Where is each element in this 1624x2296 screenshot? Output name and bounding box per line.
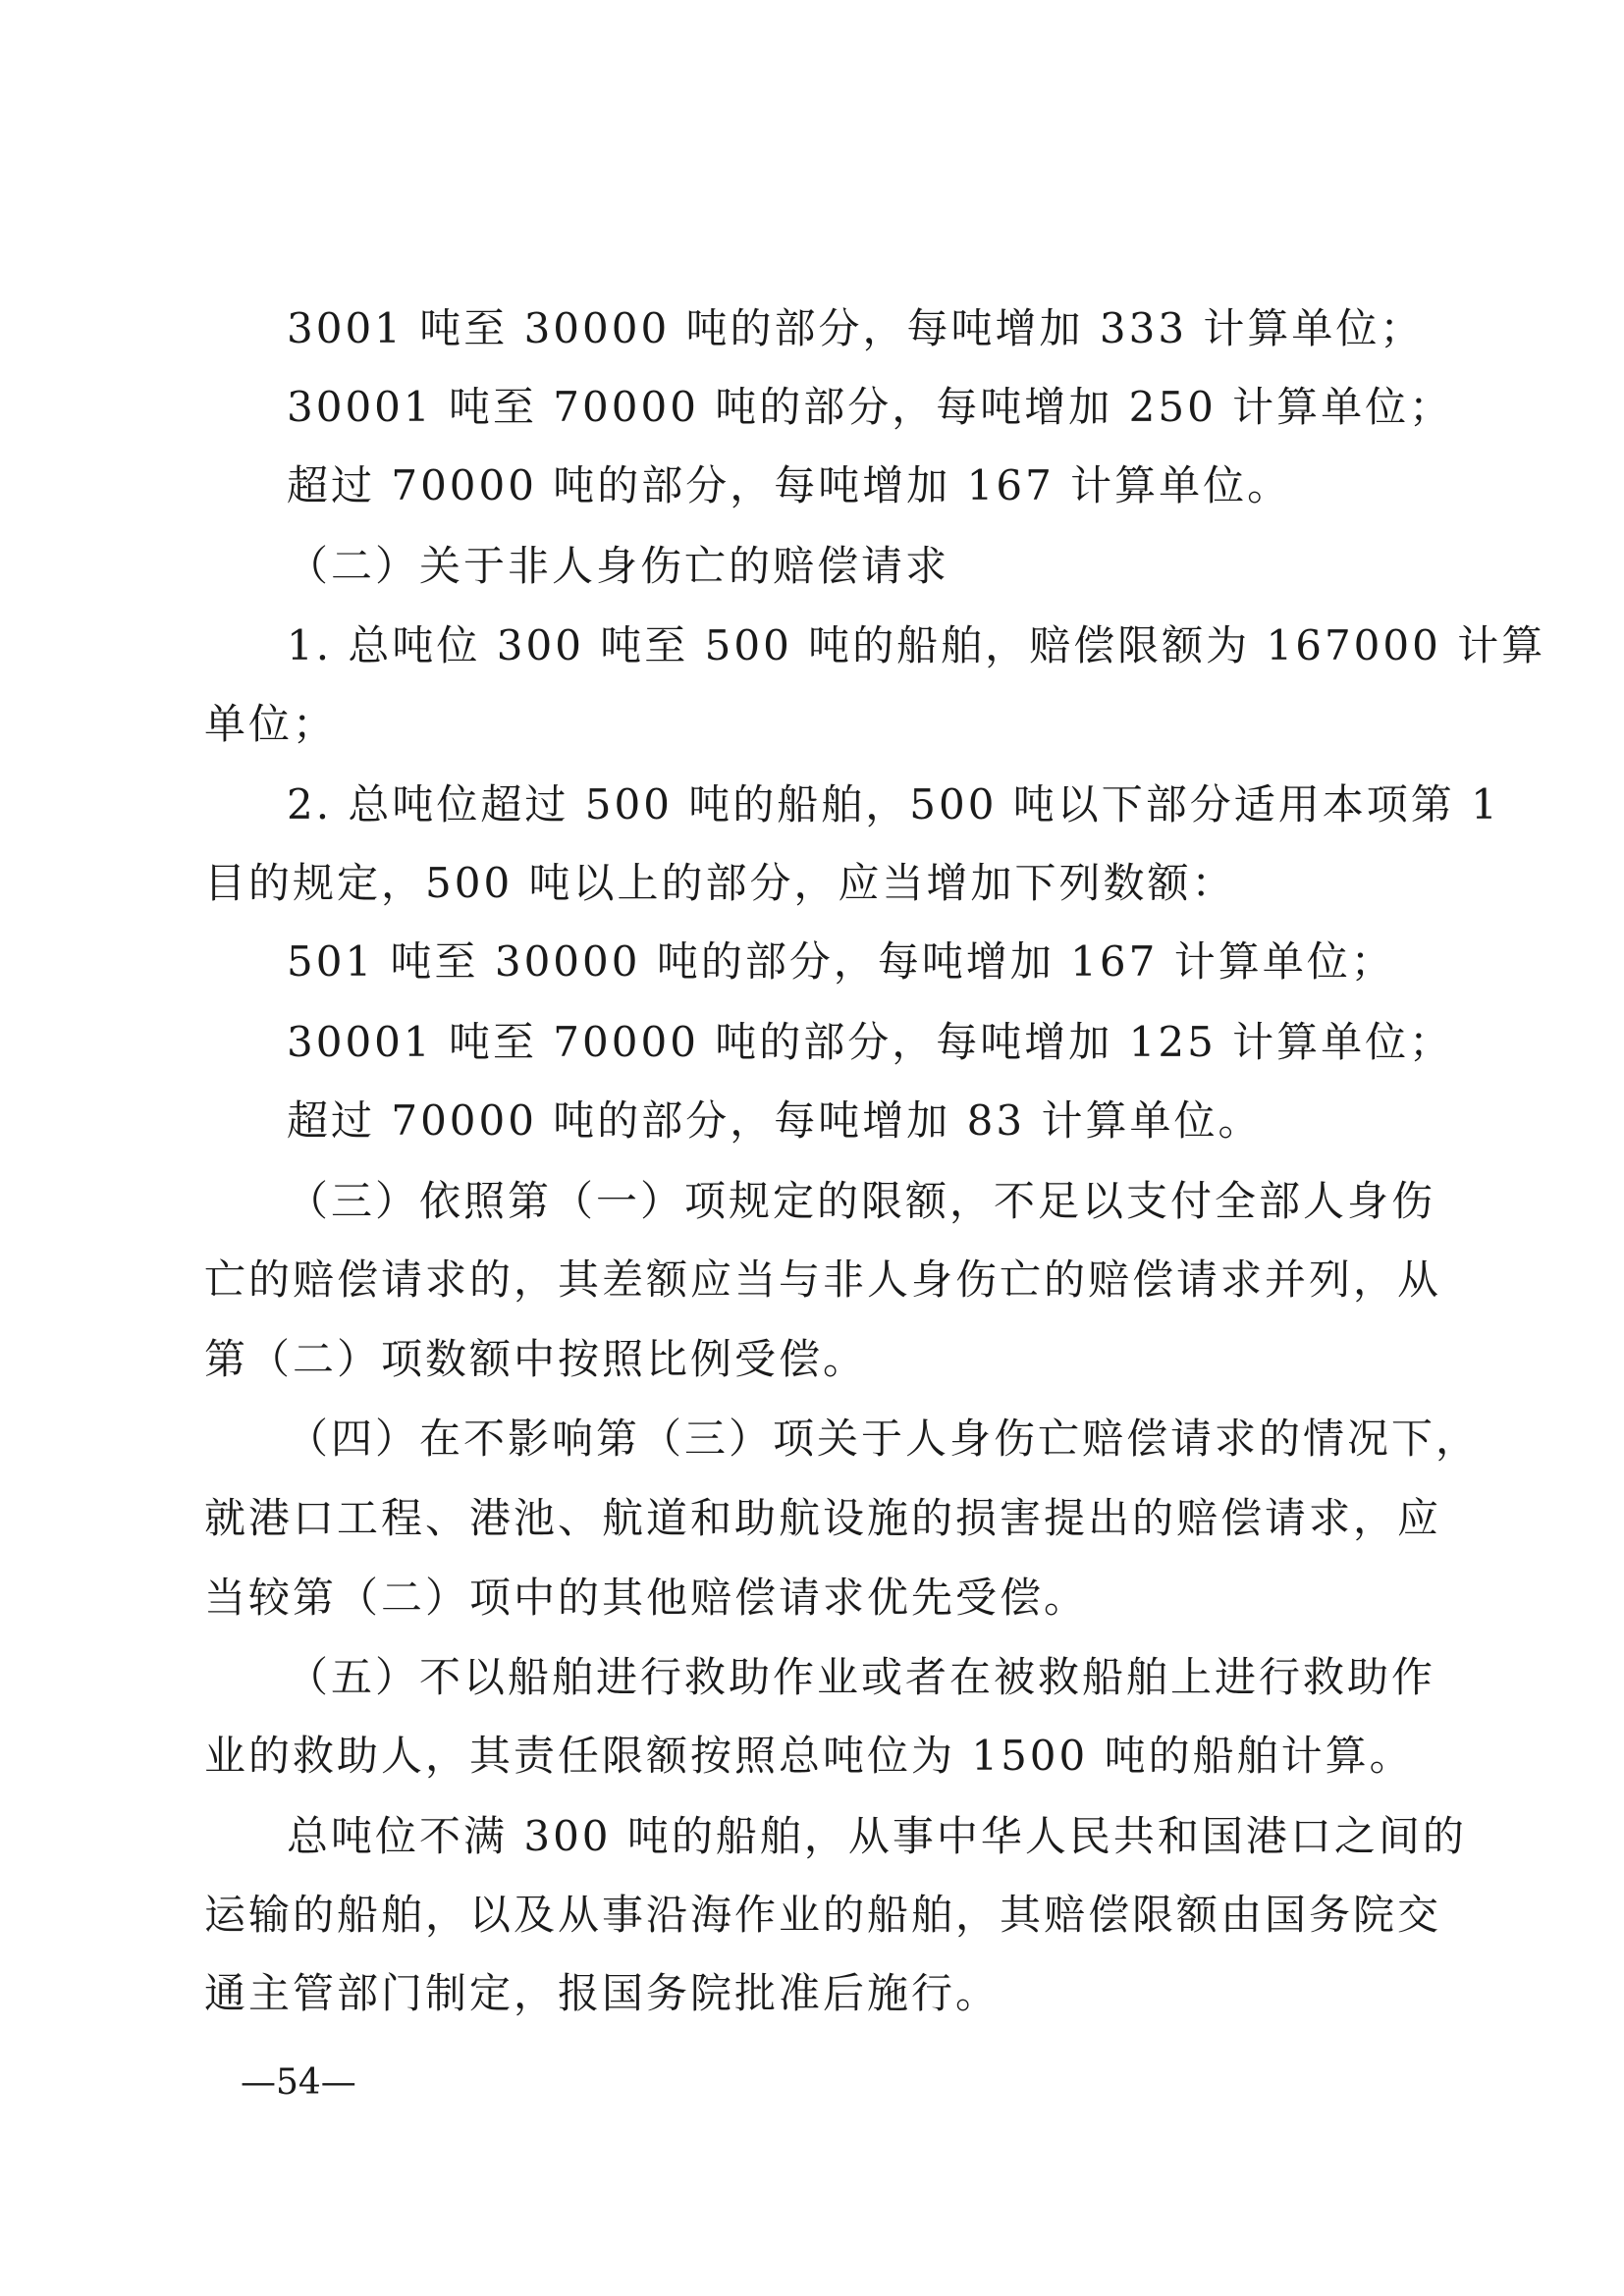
text-line-13: 亡的赔偿请求的，其差额应当与非人身伤亡的赔偿请求并列，从 xyxy=(204,1255,1442,1304)
text-line-10: 30001 吨至 70000 吨的部分，每吨增加 125 计算单位； xyxy=(287,1018,1454,1066)
text-line-3: 超过 70000 吨的部分，每吨增加 167 计算单位。 xyxy=(287,461,1292,509)
text-line-6: 单位； xyxy=(204,700,338,748)
text-line-15: （四）在不影响第（三）项关于人身伤亡赔偿请求的情况下， xyxy=(287,1415,1481,1463)
text-line-20: 总吨位不满 300 吨的船舶，从事中华人民共和国港口之间的 xyxy=(287,1812,1467,1860)
text-line-5: 1. 总吨位 300 吨至 500 吨的船舶，赔偿限额为 167000 计算 xyxy=(287,621,1546,669)
text-line-14: 第（二）项数额中按照比例受偿。 xyxy=(204,1335,868,1383)
text-line-8: 目的规定，500 吨以上的部分，应当增加下列数额： xyxy=(204,859,1236,907)
page-number: —54— xyxy=(241,2062,356,2103)
text-line-12: （三）依照第（一）项规定的限额，不足以支付全部人身伤 xyxy=(287,1177,1436,1225)
text-line-19: 业的救助人，其责任限额按照总吨位为 1500 吨的船舶计算。 xyxy=(204,1732,1414,1780)
text-line-17: 当较第（二）项中的其他赔偿请求优先受偿。 xyxy=(204,1574,1089,1622)
text-line-7: 2. 总吨位超过 500 吨的船舶，500 吨以下部分适用本项第 1 xyxy=(287,780,1500,828)
text-line-22: 通主管部门制定，报国务院批准后施行。 xyxy=(204,1969,1001,2017)
text-line-21: 运输的船舶，以及从事沿海作业的船舶，其赔偿限额由国务院交 xyxy=(204,1891,1442,1939)
section-heading-2: （二）关于非人身伤亡的赔偿请求 xyxy=(287,542,950,590)
text-line-16: 就港口工程、港池、航道和助航设施的损害提出的赔偿请求，应 xyxy=(204,1494,1442,1542)
text-line-11: 超过 70000 吨的部分，每吨增加 83 计算单位。 xyxy=(287,1096,1263,1145)
text-line-9: 501 吨至 30000 吨的部分，每吨增加 167 计算单位； xyxy=(287,937,1395,986)
text-line-2: 30001 吨至 70000 吨的部分，每吨增加 250 计算单位； xyxy=(287,383,1454,431)
text-line-1: 3001 吨至 30000 吨的部分，每吨增加 333 计算单位； xyxy=(287,304,1425,352)
text-line-18: （五）不以船舶进行救助作业或者在被救船舶上进行救助作 xyxy=(287,1653,1436,1701)
